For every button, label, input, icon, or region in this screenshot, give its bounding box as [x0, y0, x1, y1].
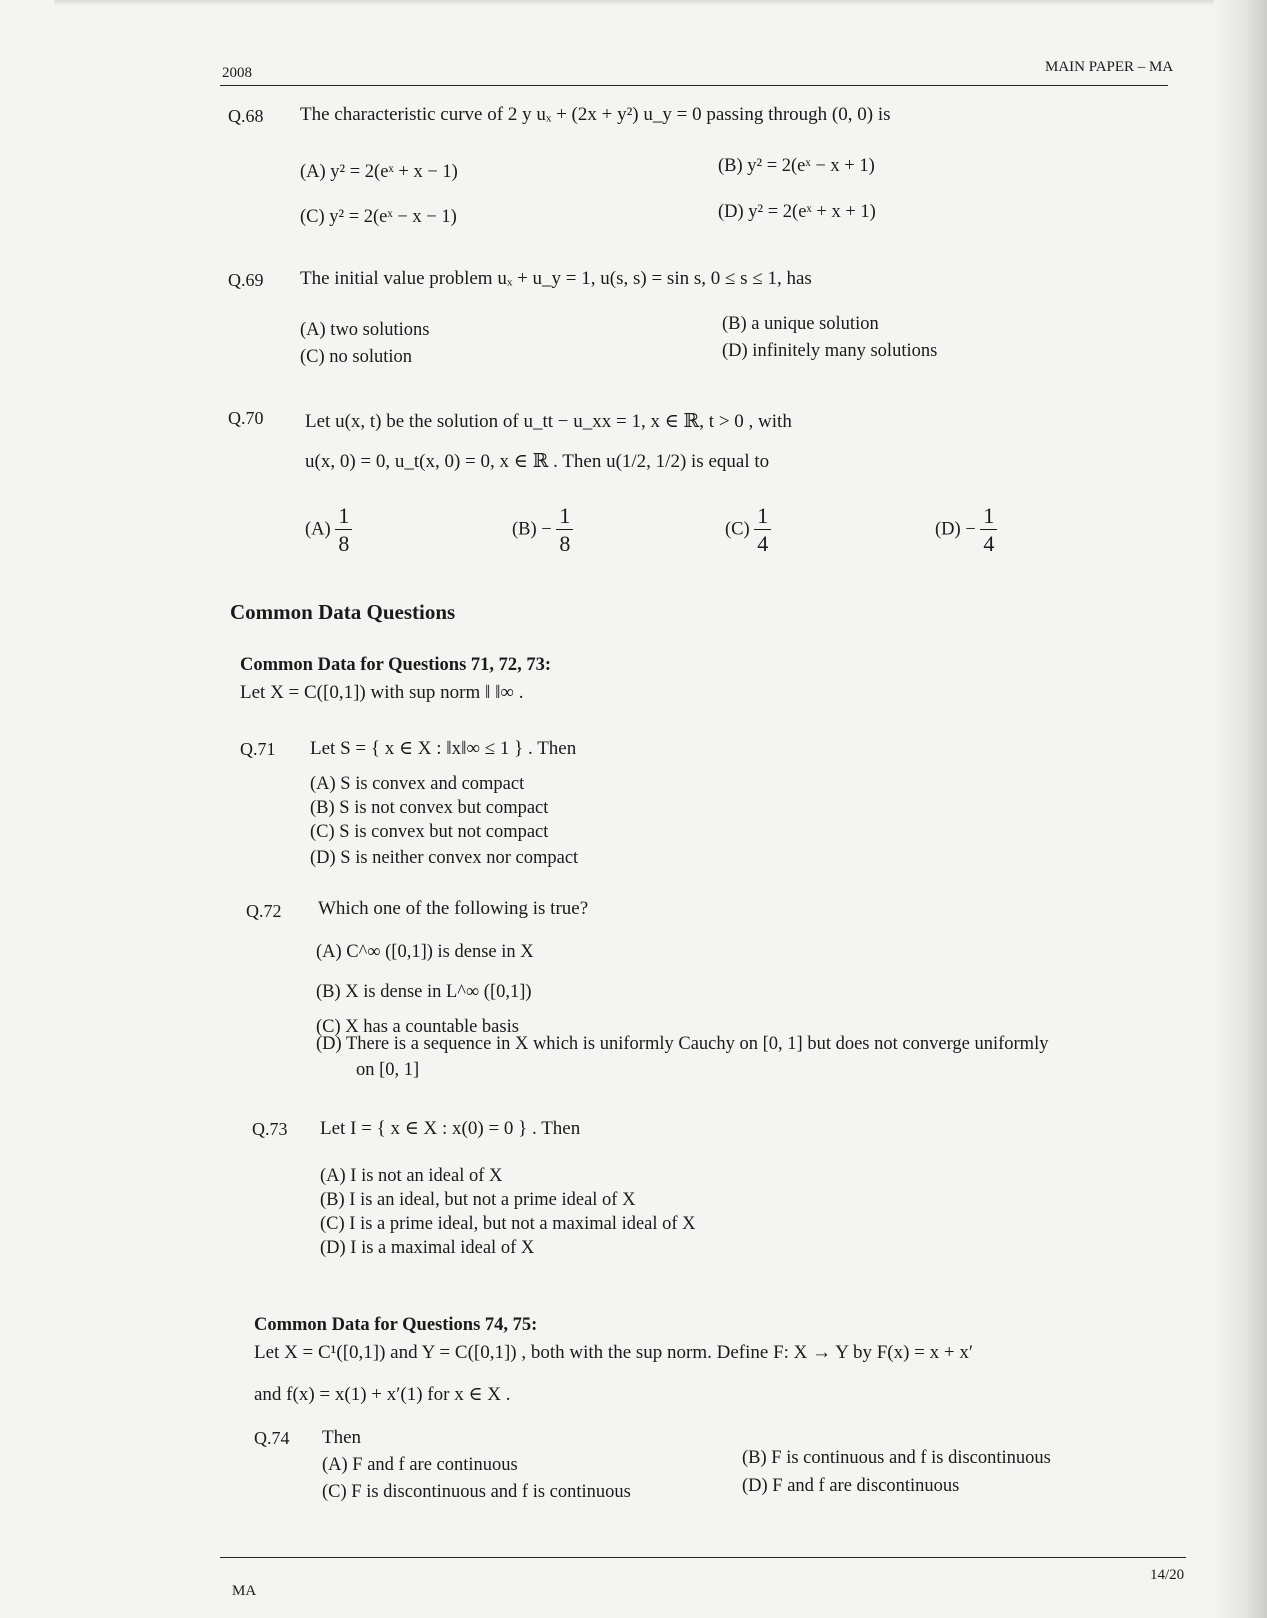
footer-code: MA: [232, 1583, 257, 1599]
q71-option-c: (C) S is convex but not compact: [310, 822, 549, 842]
scan-right-edge-shadow: [1212, 0, 1267, 1618]
common-data-74-75-heading: Common Data for Questions 74, 75:: [254, 1315, 538, 1335]
q72-option-a: (A) C^∞ ([0,1]) is dense in X: [316, 942, 534, 962]
common-data-71-73-heading: Common Data for Questions 71, 72, 73:: [240, 655, 552, 675]
q70-option-a-label: (A): [305, 519, 331, 540]
q73-text: Let I = { x ∈ X : x(0) = 0 } . Then: [320, 1118, 581, 1139]
common-data-74-75-line2: and f(x) = x(1) + x′(1) for x ∈ X .: [254, 1384, 511, 1405]
q69-option-a: (A) two solutions: [300, 320, 430, 340]
q70-option-c-label: (C): [725, 519, 750, 540]
scan-top-shadow: [54, 0, 1214, 6]
q70-option-c: [725, 505, 771, 555]
q73-option-b: (B) I is an ideal, but not a prime ideal of X: [320, 1190, 636, 1210]
q70-line1: Let u(x, t) be the solution of u_tt − u_xx = 1, x ∈ ℝ, t > 0 , with: [305, 411, 792, 432]
q71-text: Let S = { x ∈ X : ‖x‖∞ ≤ 1 } . Then: [310, 738, 577, 759]
q70-option-c-fraction: [754, 505, 771, 555]
q70-option-b-numerator: 1: [556, 505, 573, 530]
header-paper: MAIN PAPER – MA: [1045, 59, 1174, 75]
q70-option-a-fraction: [335, 505, 352, 555]
q70-option-b-sign: −: [541, 519, 552, 540]
q73-option-c: (C) I is a prime ideal, but not a maximal ideal of X: [320, 1214, 696, 1234]
header-year: 2008: [222, 65, 252, 81]
q72-option-c: (C) X has a countable basis: [316, 1017, 519, 1037]
q69-number: Q.69: [228, 270, 264, 290]
q74-option-a: (A) F and f are continuous: [322, 1455, 518, 1475]
q70-option-c-denominator: 4: [757, 531, 769, 556]
q71-option-a: (A) S is convex and compact: [310, 774, 525, 794]
q70-option-b-fraction: [556, 505, 573, 555]
q70-option-d: [935, 505, 997, 555]
footer-rule: [220, 1557, 1186, 1558]
q71-option-d: (D) S is neither convex nor compact: [310, 848, 579, 868]
q71-number: Q.71: [240, 739, 276, 759]
q68-option-a: (A) y² = 2(eˣ + x − 1): [300, 162, 458, 182]
q70-option-d-fraction: [980, 505, 997, 555]
q68-option-d: (D) y² = 2(eˣ + x + 1): [718, 202, 876, 222]
q70-option-a-denominator: 8: [338, 531, 350, 556]
q73-option-a: (A) I is not an ideal of X: [320, 1166, 503, 1186]
q70-number: Q.70: [228, 408, 264, 428]
q72-text: Which one of the following is true?: [318, 898, 589, 919]
common-data-71-73-text: Let X = C([0,1]) with sup norm ‖ ‖∞ .: [240, 682, 524, 703]
q70-line2: u(x, 0) = 0, u_t(x, 0) = 0, x ∈ ℝ . Then u(1/2, 1/2) is equal to: [305, 451, 770, 472]
q68-option-b: (B) y² = 2(eˣ − x + 1): [718, 156, 875, 176]
common-data-74-75-line1: Let X = C¹([0,1]) and Y = C([0,1]) , both with the sup norm. Define F: X → Y by F(x) = x + x′: [254, 1342, 974, 1363]
q72-option-d-line1: (D) There is a sequence in X which is uniformly Cauchy on [0, 1] but does not converge uniformly: [316, 1034, 1049, 1054]
q71-option-b: (B) S is not convex but compact: [310, 798, 549, 818]
q69-option-d: (D) infinitely many solutions: [722, 341, 938, 361]
q68-number: Q.68: [228, 106, 264, 126]
footer-page-number: 14/20: [1150, 1567, 1185, 1583]
common-data-title: Common Data Questions: [230, 600, 456, 624]
q73-number: Q.73: [252, 1119, 288, 1139]
q74-text: Then: [322, 1427, 362, 1448]
q72-number: Q.72: [246, 901, 282, 921]
q70-option-b: [512, 505, 573, 555]
q73-option-d: (D) I is a maximal ideal of X: [320, 1238, 535, 1258]
q70-option-d-label: (D): [935, 519, 961, 540]
q74-number: Q.74: [254, 1428, 290, 1448]
q68-option-c: (C) y² = 2(eˣ − x − 1): [300, 207, 457, 227]
q70-option-a: [305, 505, 352, 555]
q70-option-b-label: (B): [512, 519, 537, 540]
q69-option-c: (C) no solution: [300, 347, 413, 367]
q74-option-c: (C) F is discontinuous and f is continuous: [322, 1482, 631, 1502]
q74-option-b: (B) F is continuous and f is discontinuous: [742, 1448, 1051, 1468]
q70-option-a-numerator: 1: [335, 505, 352, 530]
q70-option-d-denominator: 4: [983, 531, 995, 556]
q74-option-d: (D) F and f are discontinuous: [742, 1476, 960, 1496]
q72-option-b: (B) X is dense in L^∞ ([0,1]): [316, 982, 532, 1002]
q68-text: The characteristic curve of 2 y uₓ + (2x + y²) u_y = 0 passing through (0, 0) is: [300, 104, 891, 125]
q70-option-d-numerator: 1: [980, 505, 997, 530]
q72-option-d-line2: on [0, 1]: [356, 1060, 420, 1080]
q70-option-d-sign: −: [965, 519, 976, 540]
q70-option-b-denominator: 8: [559, 531, 571, 556]
q69-option-b: (B) a unique solution: [722, 314, 879, 334]
q70-option-c-numerator: 1: [754, 505, 771, 530]
q69-text: The initial value problem uₓ + u_y = 1, u(s, s) = sin s, 0 ≤ s ≤ 1, has: [300, 268, 812, 289]
header-rule: [220, 85, 1168, 86]
